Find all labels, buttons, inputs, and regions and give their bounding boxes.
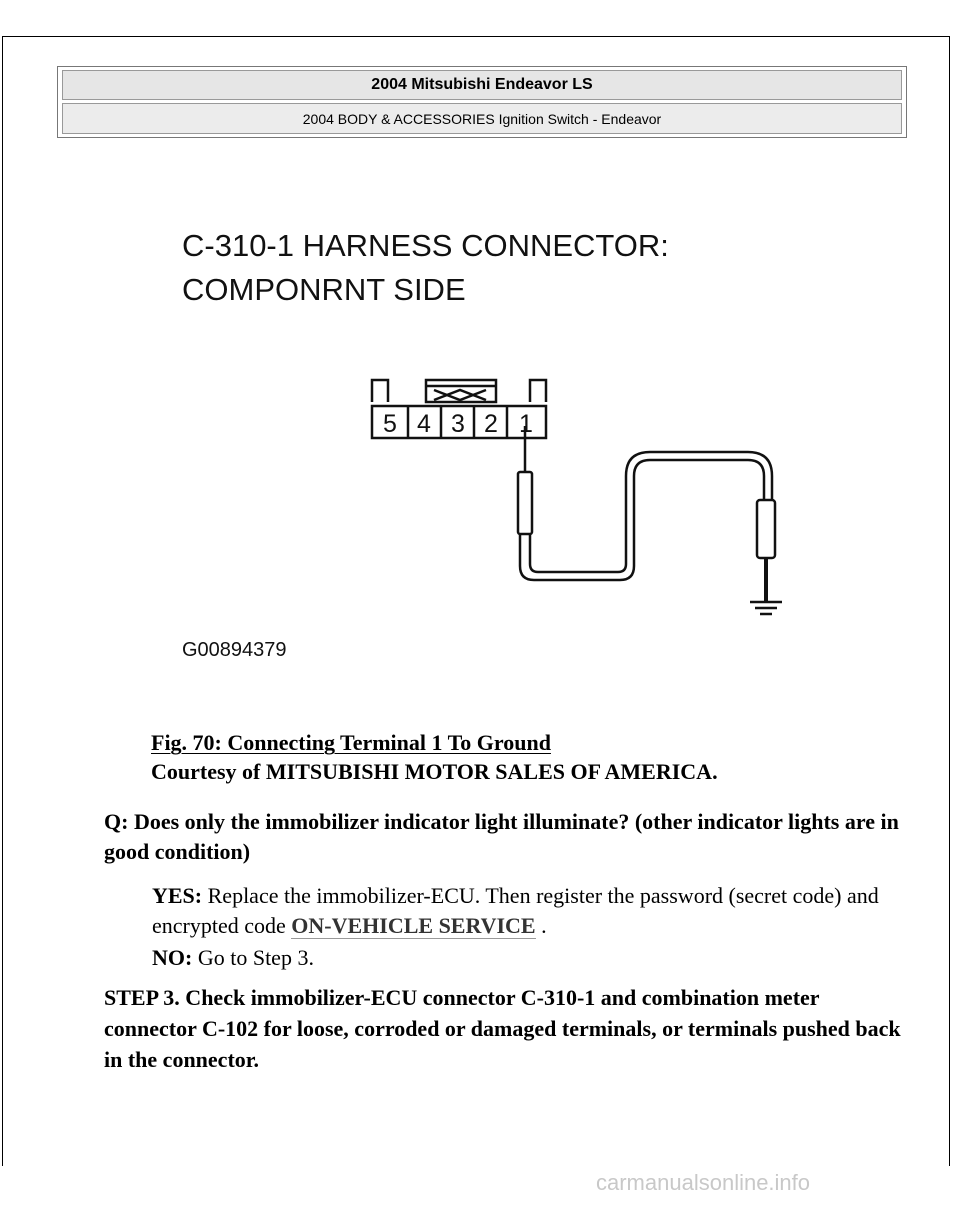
header-title: 2004 Mitsubishi Endeavor LS — [62, 70, 902, 100]
figure-heading-line1: C-310-1 HARNESS CONNECTOR: — [182, 228, 669, 263]
page-frame-left — [2, 36, 3, 1166]
test-lead-wire — [518, 426, 775, 602]
yes-after: . — [535, 913, 547, 938]
step-3-heading: STEP 3. Check immobilizer-ECU connector C-310-1 and combination meter connector C-102 for loose, corroded or damaged terminals, or terminals pushed back in the connector. — [104, 985, 901, 1072]
figure-caption — [151, 728, 718, 786]
question-text: Q: Does only the immobilizer indicator light illuminate? (other indicator lights are in good condition) — [104, 809, 899, 864]
header-subtitle: 2004 BODY & ACCESSORIES Ignition Switch - Endeavor — [62, 103, 902, 134]
yes-label: YES: — [152, 883, 203, 908]
page-frame-top — [2, 36, 950, 37]
on-vehicle-service-link[interactable]: ON-VEHICLE SERVICE — [291, 913, 536, 938]
caption-title[interactable]: Fig. 70: Connecting Terminal 1 To Ground — [151, 730, 551, 755]
ground-symbol-icon — [750, 602, 782, 614]
harness-connector-figure — [170, 210, 810, 670]
no-label: NO: — [152, 945, 193, 970]
terminal-label: 2 — [484, 410, 498, 438]
no-answer — [152, 943, 902, 973]
terminal-label: 5 — [383, 410, 397, 438]
figure-heading-line2: COMPONRNT SIDE — [182, 272, 466, 307]
watermark: carmanualsonline.info — [596, 1170, 811, 1195]
caption-courtesy: Courtesy of MITSUBISHI MOTOR SALES OF AMERICA. — [151, 759, 718, 784]
document-header — [57, 66, 907, 138]
page-frame-right — [949, 36, 950, 1166]
yes-answer — [152, 881, 902, 941]
terminal-label: 3 — [451, 410, 465, 438]
terminal-label: 4 — [417, 410, 431, 438]
no-text: Go to Step 3. — [192, 945, 314, 970]
yes-text: Replace the immobilizer-ECU. Then register the password (secret code) and encrypted code — [152, 883, 879, 938]
terminal-label: 1 — [519, 410, 533, 438]
figure-code: G00894379 — [182, 639, 287, 661]
